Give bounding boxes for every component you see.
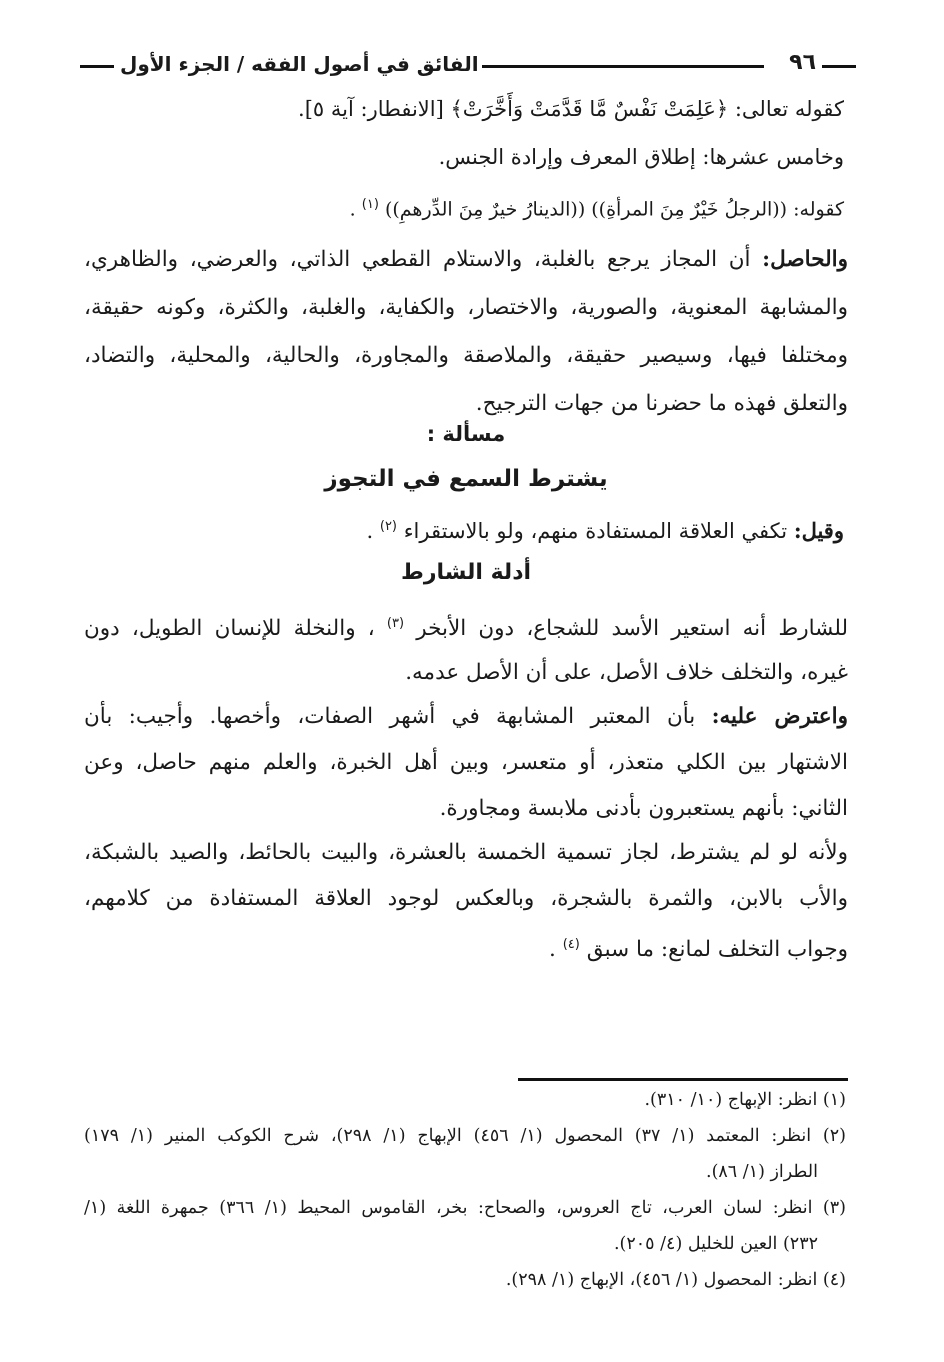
conditioner-line <box>84 602 848 651</box>
summary-paragraph <box>84 236 848 428</box>
objection-line <box>84 694 848 740</box>
footnote-ref-4[interactable]: (٤) <box>562 937 580 952</box>
footnote-3: (٣) انظر: لسان العرب، تاج العروس، والصحاح: بخر، القاموس المحيط (١/ ٣٦٦) جمهرة اللغة (١/ <box>84 1198 846 1218</box>
argument-line: والأب بالابن، والثمرة بالشجرة، وبالعكس لوجود العلاقة المستفادة من كلامهم، <box>84 886 848 911</box>
summary-text-1: أن المجاز يرجع بالغلبة، والاستلام القطعي الذاتي، والعرضي، والظاهري، <box>84 247 751 272</box>
argument-line: ولأنه لو لم يشترط، لجاز تسمية الخمسة بالعشرة، والبيت بالحائط، والصيد بالشبكة، <box>84 840 848 865</box>
footnote-ref-2[interactable]: (٢) <box>379 519 397 534</box>
footnote-2-cont: الطراز (١/ ٨٦). <box>706 1162 818 1182</box>
footnote-ref-1[interactable]: (١) <box>361 197 379 212</box>
objection-paragraph <box>84 694 848 832</box>
summary-line: ومختلفا فيها، وسيصير حقيقة، والملاصقة والمجاورة، والحالية، والمحلية، والتضاد، <box>84 343 848 368</box>
argument-end: . <box>549 937 556 963</box>
objection-line: الاشتهار بين الكلي متعذر، أو متعسر، وبين أهل الخبرة، والعلم منهم حاصل، وعن <box>84 750 848 775</box>
issue-heading: مسألة : <box>426 422 506 446</box>
objection-line: الثاني: بأنهم يستعبرون بأدنى ملابسة ومجاورة. <box>439 796 848 821</box>
conditioner-text-b: ، والنخلة للإنسان الطويل، دون <box>84 616 375 642</box>
opinion-end: . <box>366 519 374 543</box>
summary-line: والمشابهة المعنوية، والصورية، والاختصار، والكفاية، والغلبة، والكثرة، وكونه حقيقة، <box>84 295 848 320</box>
summary-line: والتعلق فهذه ما حضرنا من جهات الترجيح. <box>475 391 848 416</box>
issue-title: يشترط السمع في التجوز <box>324 466 608 492</box>
example-end: . <box>349 198 356 221</box>
footnote-separator <box>518 1078 848 1081</box>
objection-text-1: بأن المعتبر المشابهة في أشهر الصفات، وأخصها. وأجيب: بأن <box>84 704 696 729</box>
example-text: كقوله: ((الرجلُ خَيْرٌ مِنَ المرأةِ)) ((الدينارُ خيرٌ مِنَ الدِّرهمِ)) <box>384 198 844 221</box>
opinion-line <box>366 512 844 546</box>
argument-paragraph <box>84 830 848 973</box>
running-title: الفائق في أصول الفقه / الجزء الأول <box>120 52 479 76</box>
page-number: ٩٦ <box>789 50 816 75</box>
fifteenth-relation-line <box>439 142 844 172</box>
conditioner-paragraph <box>84 602 848 695</box>
fifteenth-relation-text: وخامس عشرها: إطلاق المعرف وإرادة الجنس. <box>438 145 844 169</box>
summary-lead: والحاصل: <box>762 247 848 272</box>
page-header <box>80 44 856 88</box>
header-rule-right <box>822 65 856 68</box>
footnote-1: (١) انظر: الإبهاج (١٠/ ٣١٠). <box>644 1090 846 1110</box>
opinion-lead: وقيل: <box>793 518 844 543</box>
header-rule-left <box>80 65 114 68</box>
opinion-text: تكفي العلاقة المستفادة منهم، ولو بالاستقراء <box>403 519 788 543</box>
argument-line <box>84 922 848 973</box>
example-line <box>350 190 844 224</box>
footnote-3-cont: ٢٣٢) العين للخليل (٤/ ٢٠٥). <box>613 1234 818 1254</box>
footnotes <box>84 1082 846 1298</box>
summary-line <box>84 236 848 284</box>
footnote-2: (٢) انظر: المعتمد (١/ ٣٧) المحصول (١/ ٤٥٦) الإبهاج (١/ ٢٩٨)، شرح الكوكب المنير (١/ ١٧٩) <box>84 1126 846 1146</box>
footnote-4: (٤) انظر: المحصول (١/ ٤٥٦)، الإبهاج (١/ ٢٩٨). <box>505 1270 846 1290</box>
footnote-ref-3[interactable]: (٣) <box>386 616 405 631</box>
quran-example-line: كقوله تعالى: ﴿عَلِمَتْ نَفْسٌ مَّا قَدَّمَتْ وَأَخَّرَتْ﴾ [الانفطار: آية ٥]. <box>298 97 844 121</box>
objection-lead: واعترض عليه: <box>711 704 848 729</box>
argument-text-3: وجواب التخلف لمانع: ما سبق <box>586 937 848 963</box>
header-rule-middle <box>482 65 764 68</box>
conditioner-text-a: للشارط أنه استعير الأسد للشجاع، دون الأبخر <box>416 616 848 642</box>
evidence-heading: أدلة الشارط <box>400 560 532 585</box>
conditioner-line: غيره، والتخلف خلاف الأصل، على أن الأصل عدمه. <box>405 660 848 686</box>
